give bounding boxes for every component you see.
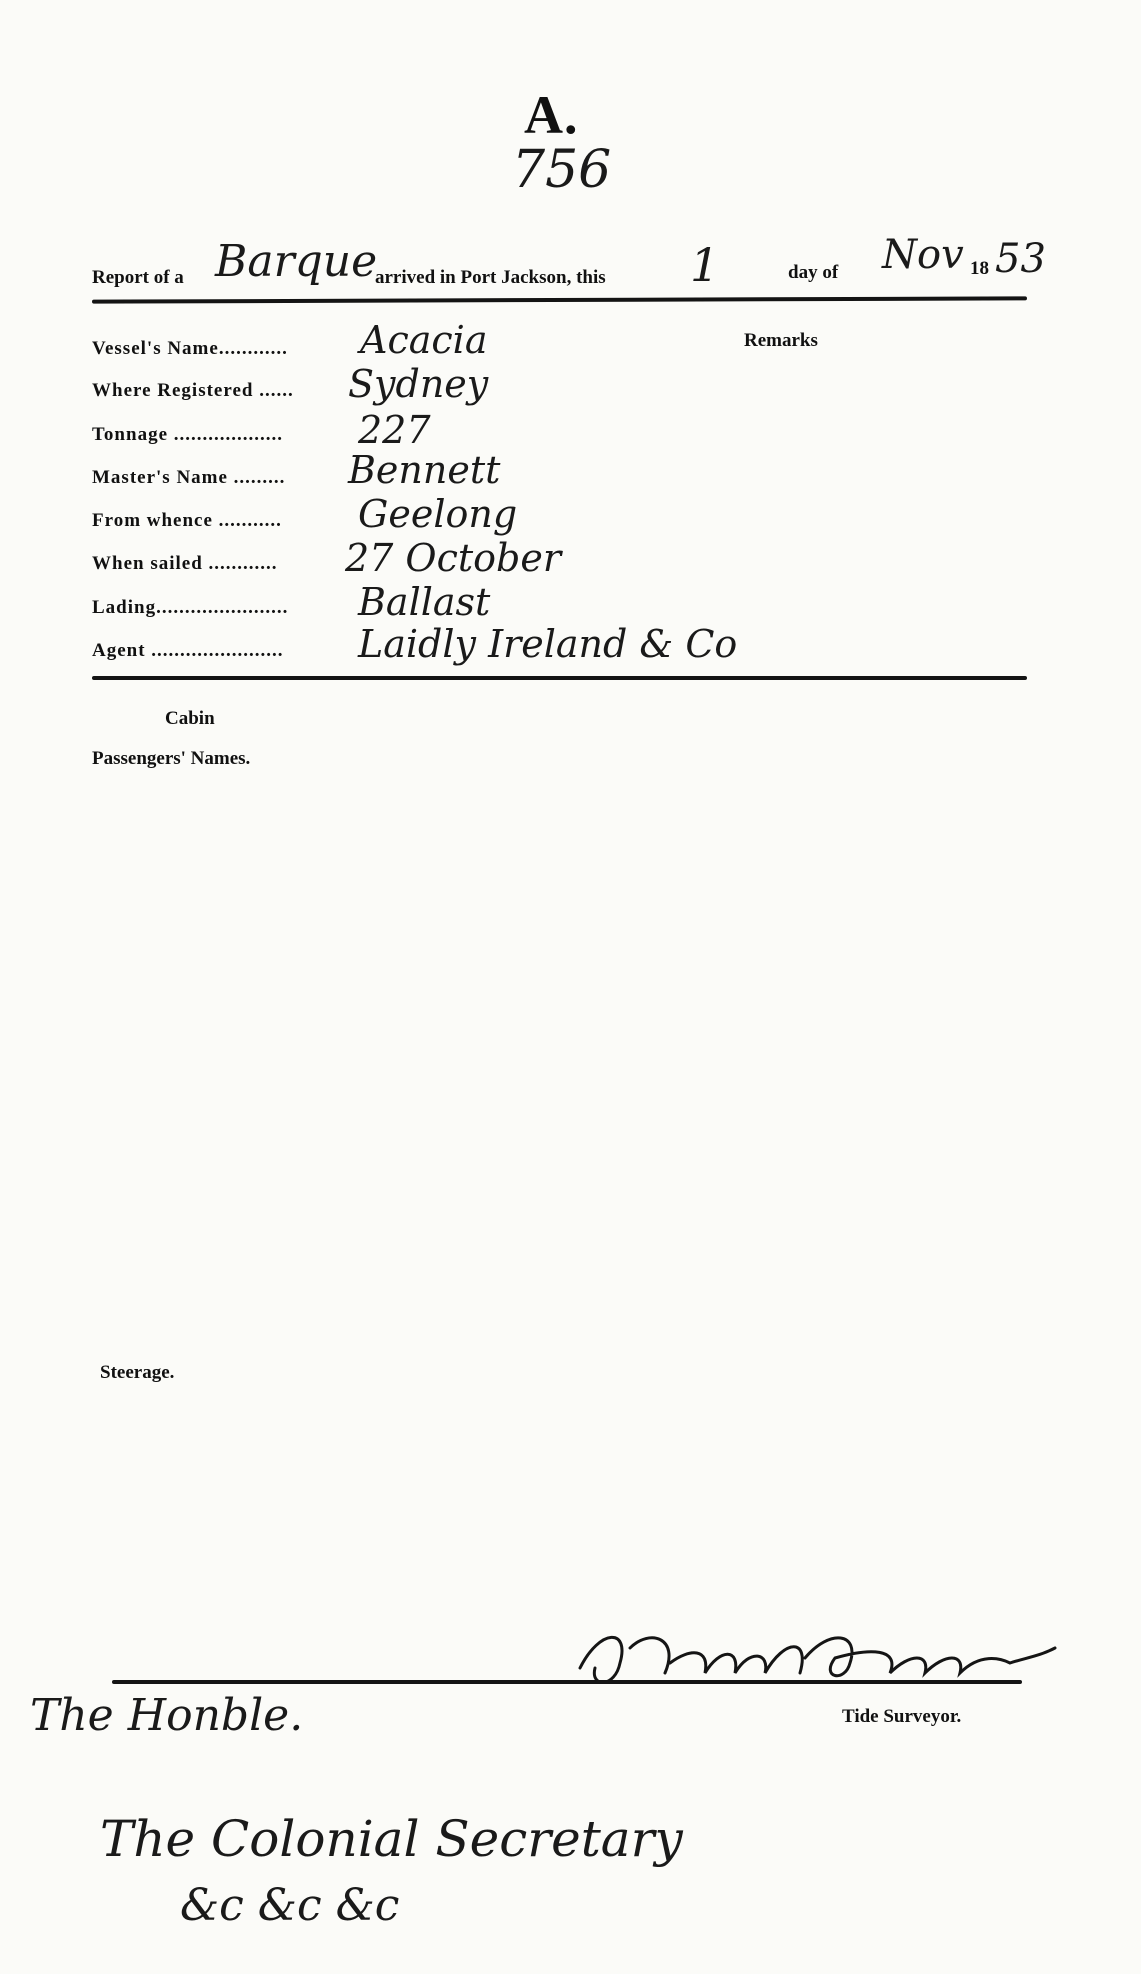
vessel-name-label: Vessel's Name............: [92, 338, 288, 359]
report-prefix: Report of a: [92, 267, 184, 288]
address-line-1: The Honble.: [30, 1690, 304, 1741]
top-rule: [92, 296, 1027, 303]
tide-surveyor-label: Tide Surveyor.: [842, 1706, 962, 1727]
report-middle-text: arrived in Port Jackson, this: [375, 267, 606, 288]
masters-name-label: Master's Name .........: [92, 467, 286, 488]
agent-value: Laidly Ireland & Co: [358, 622, 738, 666]
passengers-label: Passengers' Names.: [92, 748, 251, 769]
middle-rule: [92, 676, 1027, 680]
lading-label: Lading.......................: [92, 597, 289, 618]
form-letter: A.: [524, 85, 579, 145]
day-of-label: day of: [788, 262, 839, 283]
vessel-type: Barque: [215, 236, 378, 287]
surveyor-signature: [570, 1618, 1070, 1708]
cabin-label: Cabin: [165, 708, 215, 729]
from-whence-label: From whence ...........: [92, 510, 282, 531]
when-sailed-label: When sailed ............: [92, 553, 278, 574]
tonnage-value: 227: [358, 408, 431, 452]
report-number: 756: [512, 140, 612, 200]
vessel-name-value: Acacia: [360, 318, 488, 362]
report-month: Nov: [882, 232, 964, 278]
agent-label: Agent .......................: [92, 640, 284, 661]
report-day: 1: [690, 238, 720, 292]
address-line-2: The Colonial Secretary: [100, 1810, 683, 1868]
tonnage-label: Tonnage ...................: [92, 424, 283, 445]
masters-name-value: Bennett: [348, 448, 501, 492]
year-written: 53: [995, 236, 1046, 282]
remarks-label: Remarks: [744, 330, 818, 351]
address-line-3: &c &c &c: [180, 1880, 400, 1931]
where-registered-value: Sydney: [348, 362, 489, 406]
steerage-label: Steerage.: [100, 1362, 175, 1383]
when-sailed-value: 27 October: [345, 536, 561, 580]
signature-rule: [112, 1680, 1022, 1684]
from-whence-value: Geelong: [358, 492, 518, 536]
lading-value: Ballast: [358, 580, 491, 624]
where-registered-label: Where Registered ......: [92, 380, 294, 401]
year-printed: 18: [970, 258, 989, 279]
